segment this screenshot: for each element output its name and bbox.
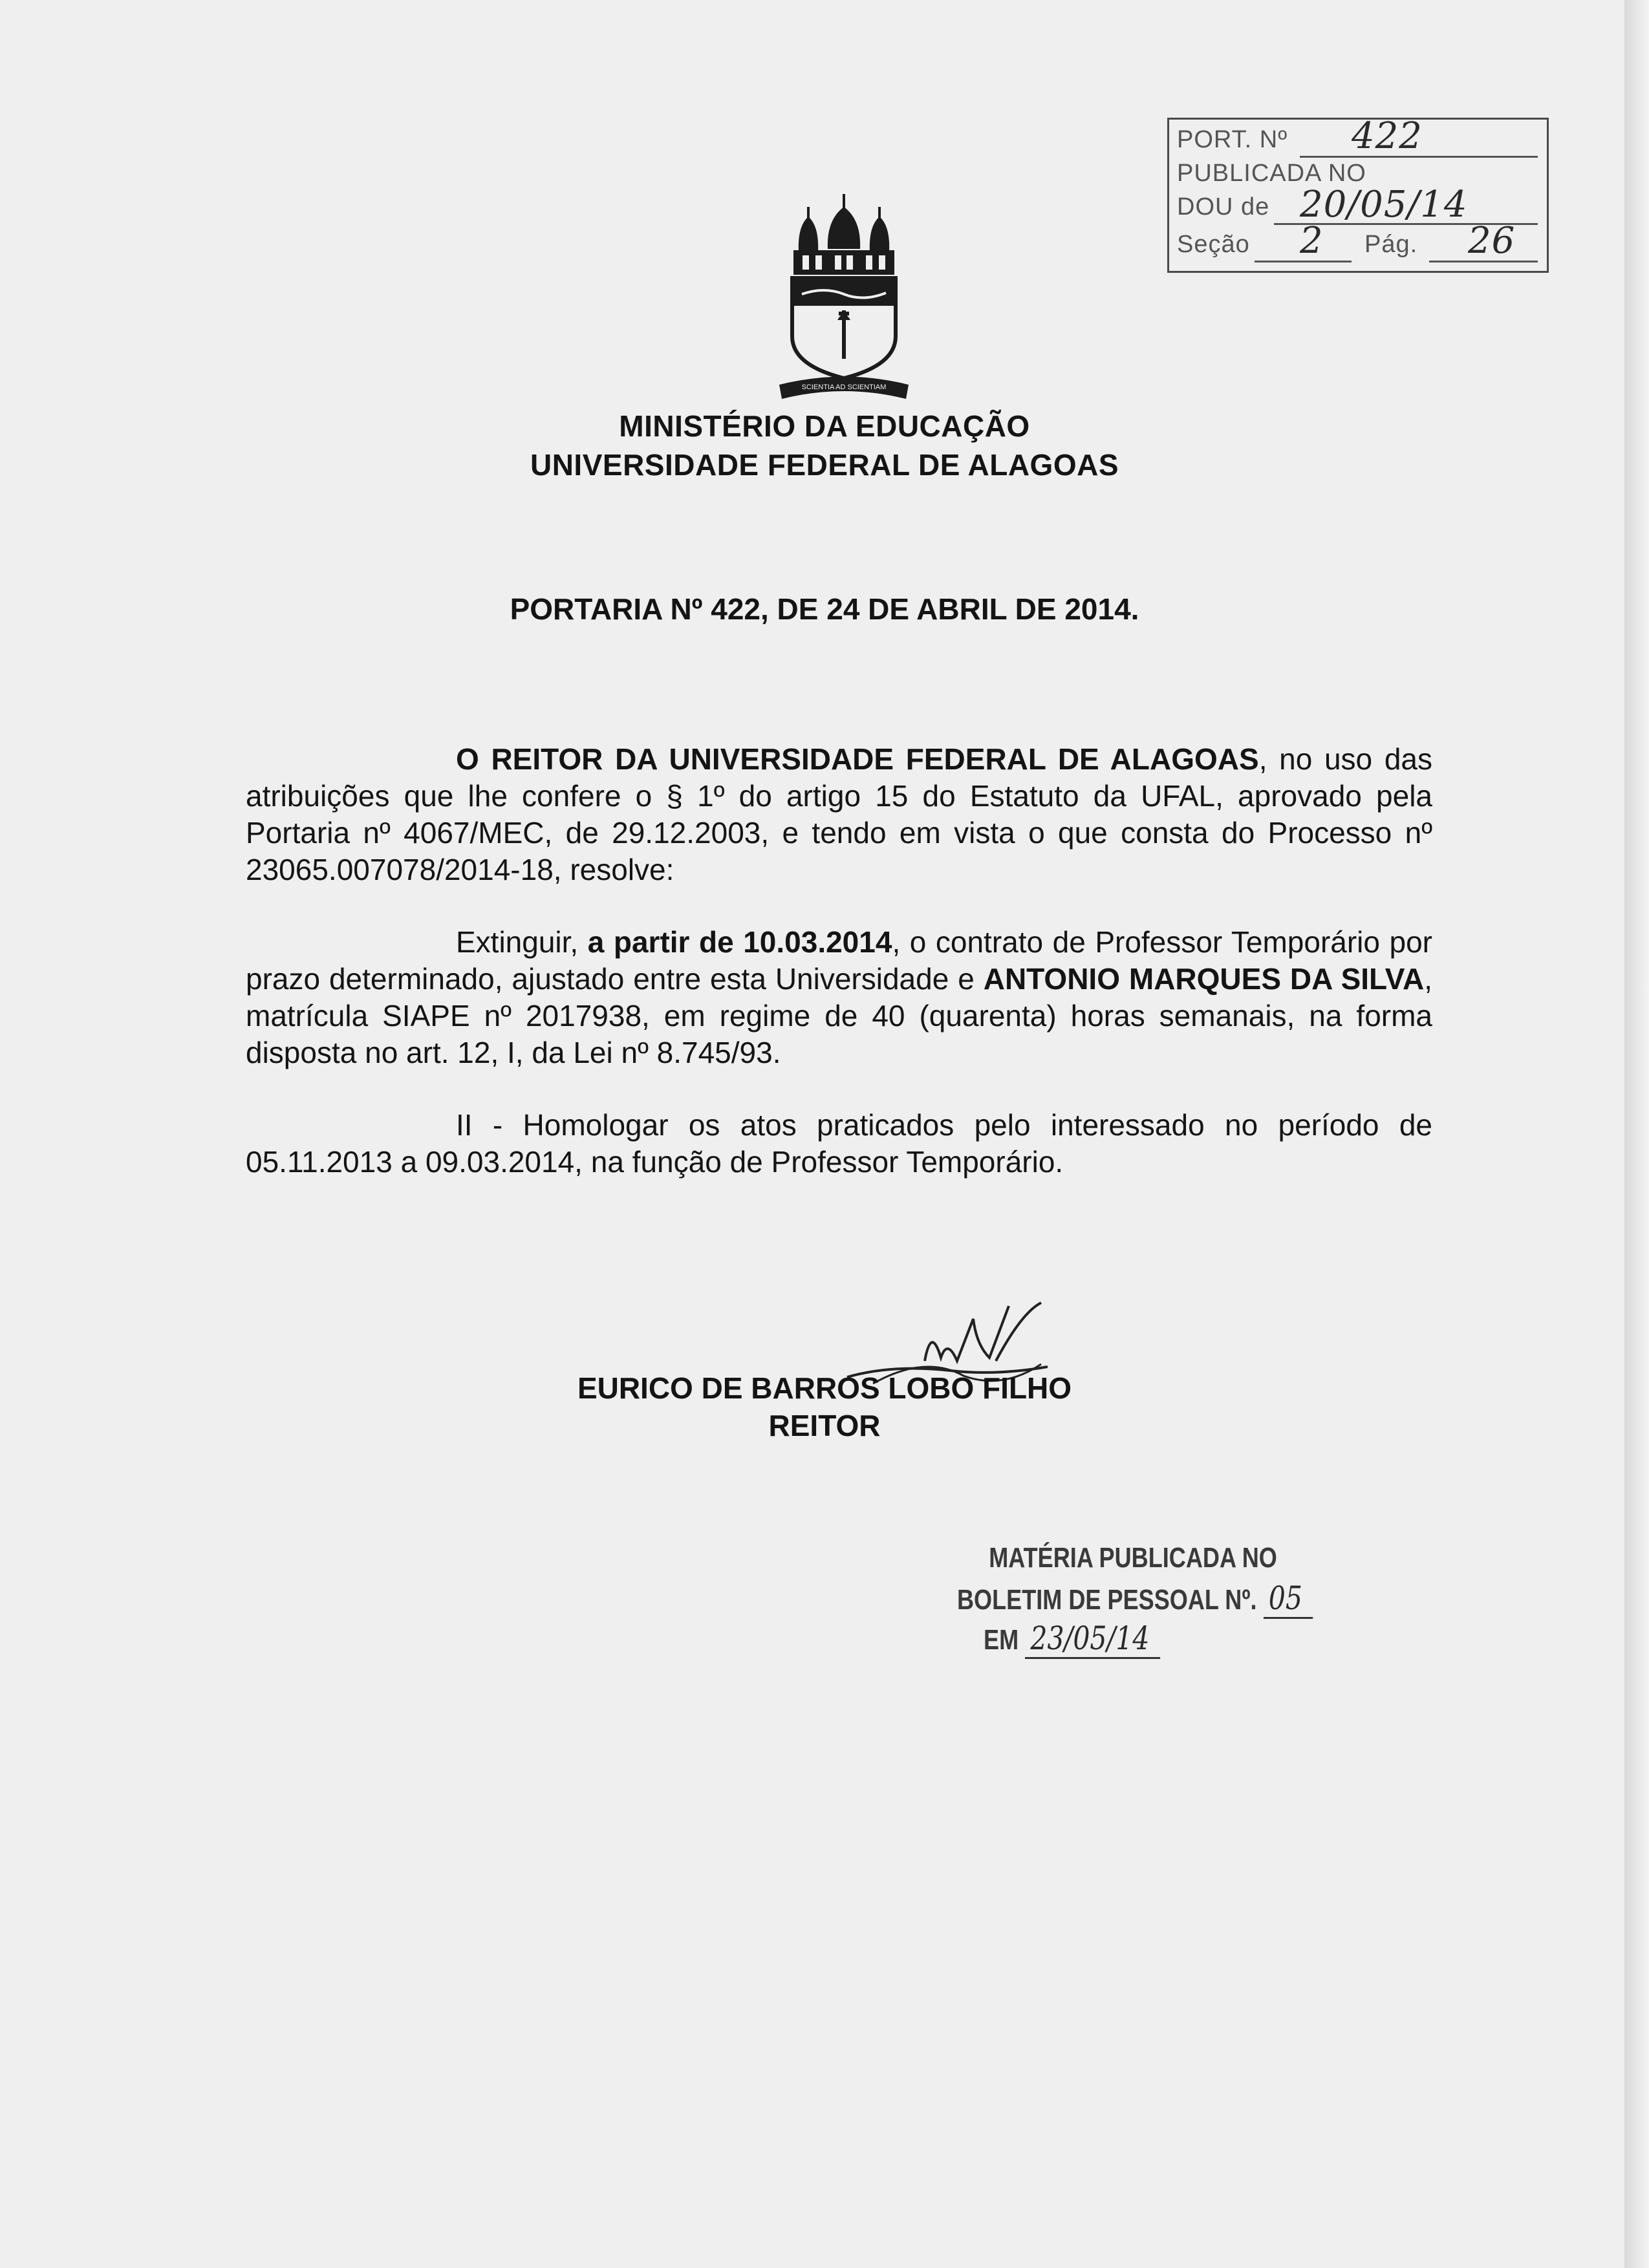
- extinguir-text-a: Extinguir,: [456, 925, 588, 959]
- boletim-stamp: [957, 1542, 1302, 1671]
- employee-name: ANTONIO MARQUES DA SILVA: [983, 962, 1425, 996]
- signatory-name: EURICO DE BARROS LOBO FILHO: [577, 1371, 1072, 1405]
- reitor-heading: O REITOR DA UNIVERSIDADE FEDERAL DE ALAGOAS: [456, 742, 1259, 776]
- stamp-port-label: PORT. Nº: [1177, 126, 1288, 153]
- boletim-line2: [957, 1579, 1313, 1617]
- stamp-dou-label: DOU de: [1177, 193, 1270, 220]
- preamble-text: , no uso das atribuições que lhe confere o § 1º do artigo 15 do Estatuto da UFAL, aprovado pela Portaria nº 4067/MEC, de 29.12.2003, e tendo em vista o que consta do Processo nº 23065.007078/2014-18, resolve:: [246, 742, 1432, 886]
- stamp-pag-value: 26: [1468, 220, 1516, 262]
- boletim-date-value: 23/05/14: [1025, 1620, 1160, 1659]
- stamp-secao-label: Seção: [1177, 231, 1250, 258]
- boletim-number-value: 05: [1264, 1579, 1313, 1619]
- paragraph-preamble: [246, 741, 1432, 888]
- boletim-date-label: EM: [984, 1624, 1019, 1656]
- paragraph-homologar: II - Homologar os atos praticados pelo interessado no período de 05.11.2013 a 09.03.2014, na função de Professor Temporário.: [246, 1108, 1432, 1179]
- portaria-title: PORTARIA Nº 422, DE 24 DE ABRIL DE 2014.: [510, 592, 1139, 626]
- document-body: [246, 741, 1432, 1181]
- extinguir-text-b: , o contrato de Professor Temporário por prazo determinado, ajustado entre esta Universidade e: [246, 925, 1432, 996]
- boletim-line3: [984, 1622, 1160, 1656]
- ufal-coat-of-arms-icon: [779, 191, 909, 404]
- page-edge-shadow: [1624, 0, 1649, 2268]
- university-heading: UNIVERSIDADE FEDERAL DE ALAGOAS: [530, 448, 1119, 482]
- stamp-port-row: [1177, 115, 1538, 164]
- stamp-pag-label: Pág.: [1364, 231, 1418, 258]
- stamp-port-value: 422: [1352, 115, 1423, 157]
- boletim-number-label: BOLETIM DE PESSOAL Nº.: [957, 1584, 1257, 1616]
- stamp-secao-row: [1177, 220, 1538, 268]
- crest-motto: SCIENTIA AD SCIENTIAM: [801, 383, 887, 391]
- publication-stamp: [1167, 115, 1549, 273]
- boletim-line1: MATÉRIA PUBLICADA NO: [989, 1542, 1277, 1574]
- stamp-publicada-label: PUBLICADA NO: [1177, 160, 1366, 187]
- stamp-secao-value: 2: [1300, 220, 1324, 262]
- stamp-dou-value: 20/05/14: [1300, 184, 1468, 226]
- effective-date: a partir de 10.03.2014: [587, 925, 892, 959]
- paragraph-extinguir: [246, 924, 1432, 1071]
- ministry-heading: MINISTÉRIO DA EDUCAÇÃO: [619, 409, 1030, 443]
- extinguir-text-c: , matrícula SIAPE nº 2017938, em regime de 40 (quarenta) horas semanais, na forma disposta no art. 12, I, da Lei nº 8.745/93.: [246, 962, 1432, 1069]
- signatory-title: REITOR: [768, 1409, 881, 1442]
